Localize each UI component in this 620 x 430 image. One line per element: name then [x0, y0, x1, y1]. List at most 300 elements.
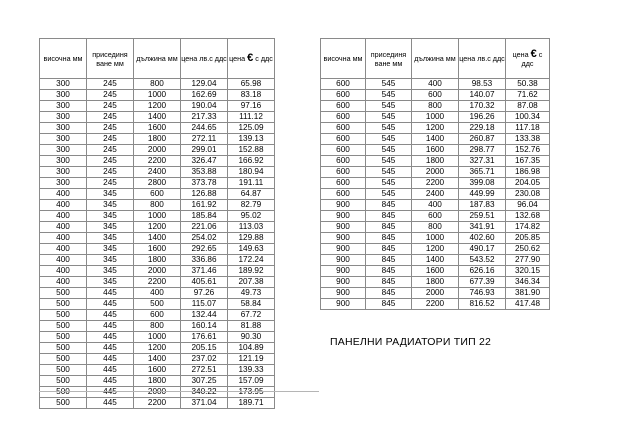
cell-price-eur: 189.71 [228, 398, 275, 409]
cell-spacing: 845 [366, 266, 412, 277]
header-price-eur [506, 39, 550, 79]
cell-height: 300 [40, 178, 87, 189]
cell-spacing: 245 [87, 145, 134, 156]
table-left-bottom-rule [39, 391, 319, 392]
cell-height: 900 [321, 233, 366, 244]
cell-spacing: 345 [87, 233, 134, 244]
cell-length: 800 [134, 79, 181, 90]
cell-height: 500 [40, 332, 87, 343]
cell-price-bgn: 327.31 [459, 156, 506, 167]
header-price-eur-suffix: с ддс [255, 54, 273, 63]
cell-spacing: 345 [87, 244, 134, 255]
cell-price-bgn: 307.25 [181, 376, 228, 387]
cell-height: 300 [40, 156, 87, 167]
cell-height: 300 [40, 145, 87, 156]
table-row [40, 299, 275, 310]
cell-price-bgn: 626.16 [459, 266, 506, 277]
cell-length: 800 [412, 222, 459, 233]
euro-symbol: € [247, 52, 254, 64]
cell-height: 600 [321, 145, 366, 156]
cell-price-bgn: 185.84 [181, 211, 228, 222]
cell-spacing: 345 [87, 211, 134, 222]
cell-price-bgn: 260.87 [459, 134, 506, 145]
cell-length: 400 [412, 79, 459, 90]
cell-spacing: 545 [366, 90, 412, 101]
cell-price-eur: 166.92 [228, 156, 275, 167]
cell-height: 900 [321, 211, 366, 222]
cell-price-eur: 152.76 [506, 145, 550, 156]
cell-height: 400 [40, 222, 87, 233]
cell-spacing: 345 [87, 222, 134, 233]
cell-price-eur: 121.19 [228, 354, 275, 365]
cell-price-eur: 277.90 [506, 255, 550, 266]
table-row [40, 200, 275, 211]
cell-price-eur: 139.13 [228, 134, 275, 145]
cell-length: 1800 [412, 277, 459, 288]
cell-spacing: 345 [87, 200, 134, 211]
cell-price-eur: 207.38 [228, 277, 275, 288]
cell-height: 900 [321, 222, 366, 233]
cell-length: 2000 [134, 266, 181, 277]
cell-price-bgn: 237.02 [181, 354, 228, 365]
cell-length: 1400 [134, 354, 181, 365]
cell-height: 300 [40, 112, 87, 123]
cell-price-bgn [181, 387, 228, 398]
cell-price-bgn: 371.46 [181, 266, 228, 277]
table-row [40, 354, 275, 365]
cell-price-eur: 71.62 [506, 90, 550, 101]
table-row [40, 288, 275, 299]
cell-height: 900 [321, 244, 366, 255]
cell-length: 1000 [134, 90, 181, 101]
table-row [40, 343, 275, 354]
table-row [321, 112, 550, 123]
table-row [40, 277, 275, 288]
cell-spacing: 445 [87, 299, 134, 310]
header-price-eur [228, 39, 275, 79]
cell-price-eur: 180.94 [228, 167, 275, 178]
cell-length: 1000 [412, 112, 459, 123]
cell-height: 300 [40, 101, 87, 112]
table-row [321, 90, 550, 101]
cell-price-bgn: 254.02 [181, 233, 228, 244]
cell-price-eur: 129.88 [228, 233, 275, 244]
cell-height: 300 [40, 79, 87, 90]
cell-price-bgn: 490.17 [459, 244, 506, 255]
table-row [321, 299, 550, 310]
table-row [40, 79, 275, 90]
cell-length: 2400 [412, 189, 459, 200]
cell-price-bgn: 405.61 [181, 277, 228, 288]
cell-price-eur: 346.34 [506, 277, 550, 288]
cell-length: 1800 [134, 376, 181, 387]
header-price-bgn: цена лв.с ддс [181, 39, 228, 79]
cell-price-bgn: 196.26 [459, 112, 506, 123]
table-row [40, 123, 275, 134]
cell-spacing: 845 [366, 200, 412, 211]
cell-price-eur: 104.89 [228, 343, 275, 354]
table-row [321, 266, 550, 277]
cell-length: 1600 [412, 145, 459, 156]
cell-price-bgn: 176.61 [181, 332, 228, 343]
cell-price-eur: 113.03 [228, 222, 275, 233]
cell-length: 400 [134, 288, 181, 299]
cell-height: 900 [321, 266, 366, 277]
cell-length: 800 [134, 200, 181, 211]
cell-length: 1000 [134, 332, 181, 343]
table-row [40, 90, 275, 101]
cell-price-bgn: 126.88 [181, 189, 228, 200]
table-row [40, 255, 275, 266]
cell-spacing: 545 [366, 145, 412, 156]
cell-price-eur: 49.73 [228, 288, 275, 299]
cell-spacing: 845 [366, 211, 412, 222]
cell-price-eur: 204.05 [506, 178, 550, 189]
price-table-left [39, 38, 275, 409]
cell-price-bgn: 221.06 [181, 222, 228, 233]
cell-height: 300 [40, 134, 87, 145]
cell-price-eur: 172.24 [228, 255, 275, 266]
table-row [40, 156, 275, 167]
table-row [40, 332, 275, 343]
cell-spacing: 345 [87, 277, 134, 288]
cell-price-eur: 191.11 [228, 178, 275, 189]
cell-price-eur: 96.04 [506, 200, 550, 211]
cell-spacing: 345 [87, 189, 134, 200]
cell-price-bgn: 746.93 [459, 288, 506, 299]
cell-spacing: 245 [87, 156, 134, 167]
cell-spacing: 545 [366, 167, 412, 178]
cell-price-eur: 95.02 [228, 211, 275, 222]
cell-price-eur: 186.98 [506, 167, 550, 178]
cell-price-eur: 139.33 [228, 365, 275, 376]
cell-spacing: 245 [87, 123, 134, 134]
cell-length: 400 [412, 200, 459, 211]
cell-price-eur: 97.16 [228, 101, 275, 112]
cell-price-eur: 381.90 [506, 288, 550, 299]
cell-height: 600 [321, 123, 366, 134]
page-title: ПАНЕЛНИ РАДИАТОРИ ТИП 22 [330, 336, 492, 348]
table-row [40, 321, 275, 332]
cell-length: 1800 [412, 156, 459, 167]
table-row [40, 266, 275, 277]
cell-height: 900 [321, 288, 366, 299]
header-length: дължина мм [134, 39, 181, 79]
cell-price-eur: 174.82 [506, 222, 550, 233]
cell-price-bgn: 365.71 [459, 167, 506, 178]
cell-length: 1800 [134, 134, 181, 145]
cell-length: 1200 [134, 343, 181, 354]
cell-price-bgn: 402.60 [459, 233, 506, 244]
table-body-right [321, 79, 550, 310]
cell-height: 500 [40, 321, 87, 332]
cell-spacing: 445 [87, 398, 134, 409]
cell-spacing: 445 [87, 332, 134, 343]
cell-price-bgn: 543.52 [459, 255, 506, 266]
price-table-right [320, 38, 550, 310]
cell-length: 2200 [412, 178, 459, 189]
cell-spacing: 845 [366, 222, 412, 233]
cell-length: 1800 [134, 255, 181, 266]
cell-length: 1000 [412, 233, 459, 244]
cell-length: 600 [412, 90, 459, 101]
cell-length: 2200 [134, 398, 181, 409]
table-row [321, 200, 550, 211]
cell-length: 600 [134, 189, 181, 200]
table-row [40, 222, 275, 233]
cell-price-bgn: 244.65 [181, 123, 228, 134]
cell-price-eur [228, 387, 275, 398]
table-row [40, 167, 275, 178]
cell-length: 1200 [412, 244, 459, 255]
cell-spacing: 545 [366, 134, 412, 145]
cell-length: 1400 [134, 233, 181, 244]
table-row [321, 123, 550, 134]
cell-spacing: 845 [366, 255, 412, 266]
cell-price-eur: 205.85 [506, 233, 550, 244]
cell-height: 600 [321, 101, 366, 112]
table-row [40, 310, 275, 321]
cell-length: 1400 [412, 134, 459, 145]
cell-spacing: 245 [87, 178, 134, 189]
table-body-left [40, 79, 275, 409]
cell-price-eur: 250.62 [506, 244, 550, 255]
table-row [321, 145, 550, 156]
table-row [40, 211, 275, 222]
cell-price-bgn: 161.92 [181, 200, 228, 211]
cell-price-eur: 149.63 [228, 244, 275, 255]
cell-price-bgn: 371.04 [181, 398, 228, 409]
header-row [321, 39, 550, 79]
cell-spacing: 245 [87, 79, 134, 90]
cell-price-eur: 111.12 [228, 112, 275, 123]
cell-length: 500 [134, 299, 181, 310]
cell-height: 400 [40, 189, 87, 200]
cell-spacing: 245 [87, 90, 134, 101]
header-height: височна мм [321, 39, 366, 79]
cell-spacing: 445 [87, 354, 134, 365]
cell-price-bgn: 190.04 [181, 101, 228, 112]
header-row [40, 39, 275, 79]
cell-price-eur: 67.72 [228, 310, 275, 321]
cell-spacing: 245 [87, 112, 134, 123]
header-spacing: присединя ване мм [87, 39, 134, 79]
cell-price-eur: 90.30 [228, 332, 275, 343]
table-row [40, 387, 275, 398]
cell-length: 2000 [412, 167, 459, 178]
table-row [40, 145, 275, 156]
cell-height: 400 [40, 255, 87, 266]
header-price-eur-prefix: цена [229, 54, 246, 63]
cell-spacing: 845 [366, 299, 412, 310]
header-spacing: присединя ване мм [366, 39, 412, 79]
cell-price-bgn: 677.39 [459, 277, 506, 288]
table-row [321, 211, 550, 222]
cell-price-bgn: 449.99 [459, 189, 506, 200]
cell-spacing [87, 387, 134, 398]
cell-spacing: 845 [366, 277, 412, 288]
table-row [321, 156, 550, 167]
cell-price-eur: 65.98 [228, 79, 275, 90]
cell-length: 1600 [412, 266, 459, 277]
cell-length: 2000 [134, 145, 181, 156]
cell-height: 500 [40, 310, 87, 321]
cell-height: 400 [40, 277, 87, 288]
cell-price-eur: 82.79 [228, 200, 275, 211]
table-row [321, 277, 550, 288]
cell-height: 600 [321, 112, 366, 123]
cell-price-eur: 133.38 [506, 134, 550, 145]
cell-height: 600 [321, 79, 366, 90]
table-row [40, 112, 275, 123]
table-row [321, 233, 550, 244]
cell-height: 600 [321, 156, 366, 167]
cell-length [134, 387, 181, 398]
cell-height: 500 [40, 354, 87, 365]
header-height: височна мм [40, 39, 87, 79]
cell-length: 2200 [134, 156, 181, 167]
table-row [321, 79, 550, 90]
cell-height: 300 [40, 167, 87, 178]
cell-height: 600 [321, 90, 366, 101]
cell-price-eur: 167.35 [506, 156, 550, 167]
table-row [321, 134, 550, 145]
cell-price-eur: 50.38 [506, 79, 550, 90]
table-row [40, 101, 275, 112]
cell-price-bgn: 259.51 [459, 211, 506, 222]
cell-length: 800 [134, 321, 181, 332]
cell-height: 600 [321, 189, 366, 200]
cell-height: 600 [321, 167, 366, 178]
cell-height: 300 [40, 123, 87, 134]
cell-height: 900 [321, 299, 366, 310]
cell-price-bgn: 272.51 [181, 365, 228, 376]
cell-price-eur: 230.08 [506, 189, 550, 200]
cell-price-bgn: 298.77 [459, 145, 506, 156]
cell-spacing: 445 [87, 288, 134, 299]
cell-price-eur: 83.18 [228, 90, 275, 101]
cell-spacing: 245 [87, 134, 134, 145]
cell-height: 300 [40, 90, 87, 101]
cell-height: 400 [40, 200, 87, 211]
cell-length: 1200 [134, 101, 181, 112]
cell-spacing: 445 [87, 321, 134, 332]
header-price-eur-suffix: с ддс [521, 49, 543, 68]
cell-spacing: 445 [87, 376, 134, 387]
cell-spacing: 845 [366, 244, 412, 255]
euro-symbol: € [530, 47, 537, 60]
cell-price-bgn: 217.33 [181, 112, 228, 123]
cell-spacing: 545 [366, 112, 412, 123]
cell-price-bgn: 97.26 [181, 288, 228, 299]
table-row [40, 398, 275, 409]
table-row [321, 244, 550, 255]
cell-price-bgn: 115.07 [181, 299, 228, 310]
cell-price-eur: 125.09 [228, 123, 275, 134]
cell-price-eur: 189.92 [228, 266, 275, 277]
cell-length: 1400 [134, 112, 181, 123]
cell-height: 500 [40, 365, 87, 376]
cell-spacing: 845 [366, 233, 412, 244]
table-row [40, 134, 275, 145]
table-row [40, 376, 275, 387]
cell-spacing: 545 [366, 178, 412, 189]
cell-price-bgn: 160.14 [181, 321, 228, 332]
cell-price-eur: 81.88 [228, 321, 275, 332]
cell-price-eur: 87.08 [506, 101, 550, 112]
cell-price-bgn: 353.88 [181, 167, 228, 178]
table-row [321, 167, 550, 178]
cell-price-eur: 117.18 [506, 123, 550, 134]
cell-height: 400 [40, 266, 87, 277]
cell-price-bgn: 292.65 [181, 244, 228, 255]
cell-height: 900 [321, 255, 366, 266]
cell-spacing: 545 [366, 123, 412, 134]
cell-price-eur: 100.34 [506, 112, 550, 123]
cell-height: 500 [40, 398, 87, 409]
cell-spacing: 445 [87, 343, 134, 354]
cell-price-bgn: 132.44 [181, 310, 228, 321]
cell-price-eur: 58.84 [228, 299, 275, 310]
cell-length: 1000 [134, 211, 181, 222]
cell-price-bgn: 272.11 [181, 134, 228, 145]
cell-price-bgn: 336.86 [181, 255, 228, 266]
table-row [40, 365, 275, 376]
cell-length: 1600 [134, 365, 181, 376]
cell-height: 900 [321, 200, 366, 211]
cell-price-bgn: 299.01 [181, 145, 228, 156]
cell-spacing: 545 [366, 101, 412, 112]
cell-height: 600 [321, 134, 366, 145]
cell-height: 500 [40, 288, 87, 299]
cell-length: 1200 [134, 222, 181, 233]
cell-length: 1600 [134, 244, 181, 255]
cell-price-eur: 157.09 [228, 376, 275, 387]
cell-length: 600 [134, 310, 181, 321]
cell-spacing: 245 [87, 167, 134, 178]
table-row [40, 244, 275, 255]
cell-price-bgn: 399.08 [459, 178, 506, 189]
cell-length: 2000 [412, 288, 459, 299]
cell-price-bgn: 326.47 [181, 156, 228, 167]
cell-price-bgn: 229.18 [459, 123, 506, 134]
cell-height: 500 [40, 343, 87, 354]
cell-spacing: 345 [87, 266, 134, 277]
table-row [40, 178, 275, 189]
cell-price-bgn: 170.32 [459, 101, 506, 112]
cell-price-bgn: 140.07 [459, 90, 506, 101]
cell-price-bgn: 187.83 [459, 200, 506, 211]
table-row [321, 101, 550, 112]
cell-price-eur: 64.87 [228, 189, 275, 200]
cell-height: 500 [40, 376, 87, 387]
cell-length: 2200 [134, 277, 181, 288]
cell-spacing: 245 [87, 101, 134, 112]
cell-price-bgn: 205.15 [181, 343, 228, 354]
table-row [321, 178, 550, 189]
cell-height: 400 [40, 211, 87, 222]
cell-price-eur: 417.48 [506, 299, 550, 310]
cell-spacing: 845 [366, 288, 412, 299]
cell-length: 2200 [412, 299, 459, 310]
cell-spacing: 345 [87, 255, 134, 266]
header-length: дължина мм [412, 39, 459, 79]
cell-height: 600 [321, 178, 366, 189]
table-row [321, 255, 550, 266]
cell-length: 600 [412, 211, 459, 222]
cell-length: 1600 [134, 123, 181, 134]
cell-length: 800 [412, 101, 459, 112]
